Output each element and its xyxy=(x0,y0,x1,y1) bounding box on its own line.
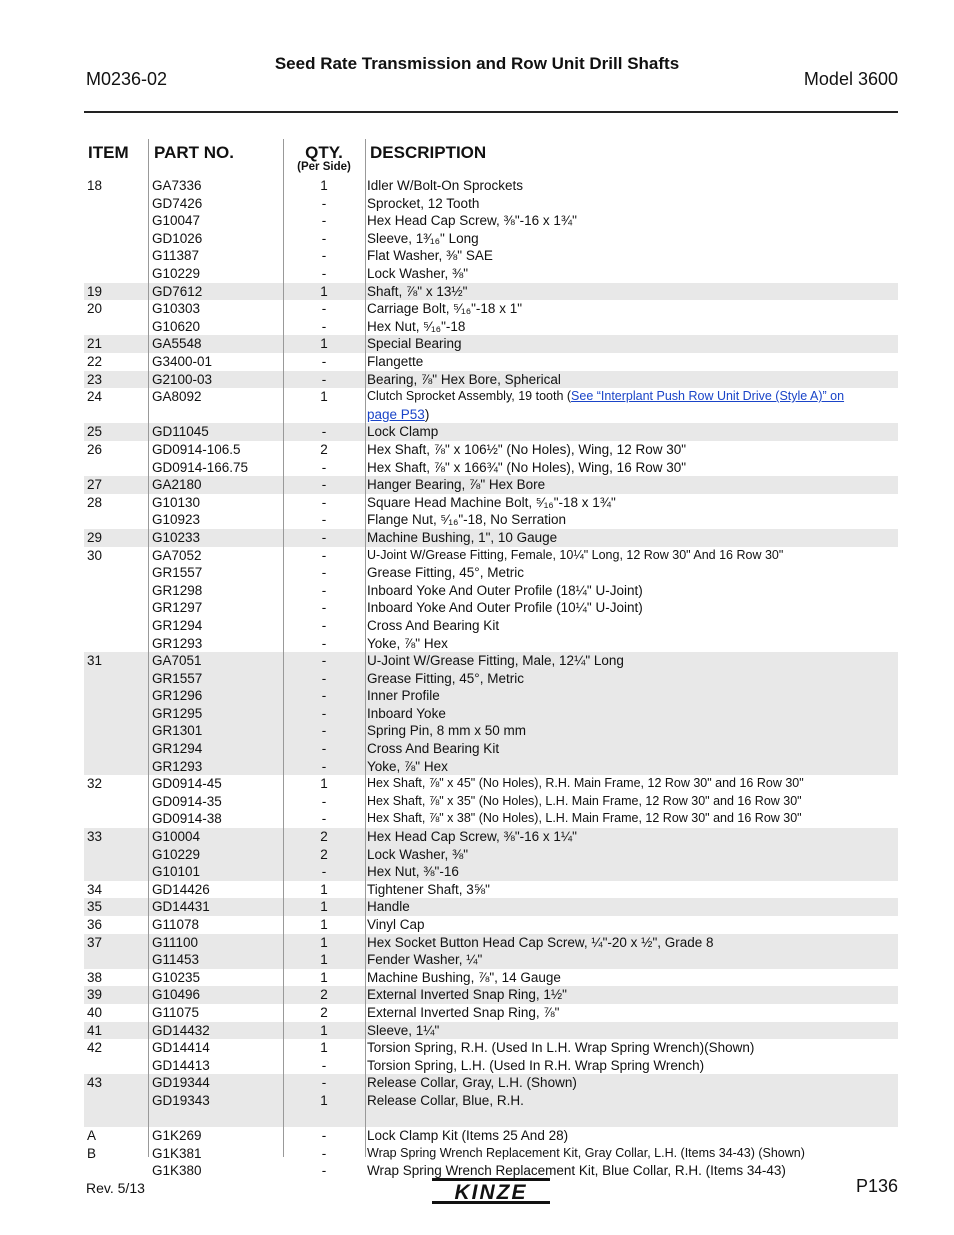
description-text: Handle xyxy=(367,899,410,915)
column-divider xyxy=(365,139,366,1157)
description xyxy=(367,319,465,334)
description-text: Bearing, ⅞" Hex Bore, Spherical xyxy=(367,371,561,387)
part-number: G10303 xyxy=(152,301,201,317)
quantity: - xyxy=(321,248,327,264)
item-number: 37 xyxy=(87,934,103,950)
item-number: 29 xyxy=(87,529,103,545)
quantity: 1 xyxy=(320,917,328,933)
part-number: GD14414 xyxy=(152,1040,210,1056)
description xyxy=(367,952,482,967)
description xyxy=(367,1093,524,1108)
description xyxy=(367,213,577,228)
description-text: Idler W/Bolt-On Sprockets xyxy=(367,178,524,193)
description xyxy=(367,618,499,633)
column-header-description: DESCRIPTION xyxy=(370,143,487,162)
description-tail: ) xyxy=(424,406,430,422)
part-number: GD0914-45 xyxy=(152,776,222,792)
description xyxy=(367,706,446,721)
description xyxy=(367,759,448,774)
header-rule xyxy=(84,111,898,113)
description xyxy=(367,407,429,422)
table-row xyxy=(84,300,898,335)
kinze-logo xyxy=(432,1175,550,1207)
description xyxy=(367,389,844,403)
description xyxy=(367,284,467,299)
quantity: 2 xyxy=(320,1005,328,1021)
description xyxy=(367,424,438,439)
quantity: 1 xyxy=(320,336,328,352)
part-number: G10101 xyxy=(152,864,201,880)
model-name: Model 3600 xyxy=(803,69,898,89)
part-number: G10047 xyxy=(152,213,201,229)
description-text: Tightener Shaft, 3⅝" xyxy=(367,881,490,897)
description-text: Wrap Spring Wrench Replacement Kit, Blue Collar, R.H. (Items 34-43) xyxy=(367,1163,786,1179)
description xyxy=(367,917,425,932)
description-text: Sprocket, 12 Tooth xyxy=(367,195,480,211)
description xyxy=(367,882,490,897)
part-number: GR1298 xyxy=(152,582,203,598)
quantity: 1 xyxy=(320,283,328,299)
description xyxy=(367,460,686,475)
description xyxy=(367,354,423,369)
quantity: - xyxy=(321,670,327,686)
quantity: - xyxy=(321,301,327,317)
quantity: 1 xyxy=(320,776,328,792)
item-number: 27 xyxy=(87,477,103,493)
part-number: GR1295 xyxy=(152,705,203,721)
item-number: 22 xyxy=(87,353,103,369)
quantity: 1 xyxy=(320,1040,328,1056)
description xyxy=(367,600,643,615)
description-text: Torsion Spring, R.H. (Used In L.H. Wrap Spring Wrench)(Shown) xyxy=(367,1040,755,1056)
quantity: 2 xyxy=(320,441,328,457)
part-number: G3400-01 xyxy=(152,353,213,369)
item-number: 25 xyxy=(87,424,103,440)
quantity: - xyxy=(321,758,327,774)
quantity: 2 xyxy=(320,987,328,1003)
description xyxy=(367,1058,704,1073)
description xyxy=(367,794,802,808)
description-text: Hex Shaft, ⅞" x 35" (No Holes), L.H. Main Frame, 12 Row 30" and 16 Row 30" xyxy=(367,793,802,808)
description-text: Flange Nut, ⁵⁄₁₆"-18, No Serration xyxy=(367,512,566,528)
part-number: G1K269 xyxy=(152,1128,202,1144)
page-title: Seed Rate Transmission and Row Unit Drill Shafts xyxy=(274,54,680,73)
quantity: - xyxy=(321,195,327,211)
description xyxy=(367,636,448,651)
description-text: Carriage Bolt, ⁵⁄₁₆"-18 x 1" xyxy=(367,301,522,317)
table-row xyxy=(84,969,898,987)
description xyxy=(367,1163,786,1178)
cross-reference-link[interactable]: See “Interplant Push Row Unit Drive (Style A)” on xyxy=(571,389,845,404)
part-number: GD19344 xyxy=(152,1075,210,1091)
quantity: - xyxy=(321,1128,327,1144)
description xyxy=(367,530,557,545)
quantity: - xyxy=(321,600,327,616)
part-number: GD14432 xyxy=(152,1022,210,1038)
table-row xyxy=(84,1022,898,1040)
description-text: Lock Washer, ⅜" xyxy=(367,266,469,281)
description-text: Spring Pin, 8 mm x 50 mm xyxy=(367,723,527,739)
description-text: Inboard Yoke xyxy=(367,705,446,721)
description-text: Hex Socket Button Head Cap Screw, ¼"-20 x ½", Grade 8 xyxy=(367,934,714,950)
item-number: 40 xyxy=(87,1005,103,1021)
description xyxy=(367,1075,577,1090)
table-row xyxy=(84,423,898,441)
item-number: B xyxy=(87,1145,97,1161)
description xyxy=(367,178,523,193)
description xyxy=(367,653,624,668)
description xyxy=(367,935,714,950)
part-number: GR1294 xyxy=(152,741,203,757)
table-row xyxy=(84,1039,898,1074)
part-number: G11078 xyxy=(152,917,200,933)
description-text: Wrap Spring Wrench Replacement Kit, Gray Collar, L.H. (Items 34-43) (Shown) xyxy=(367,1145,805,1160)
quantity: 1 xyxy=(320,881,328,897)
quantity: 1 xyxy=(320,1022,328,1038)
description-text: Inner Profile xyxy=(367,688,440,704)
description xyxy=(367,266,468,281)
quantity: - xyxy=(321,318,327,334)
column-header-part: PART NO. xyxy=(154,143,234,162)
description-text: Machine Bushing, ⅞", 14 Gauge xyxy=(367,969,561,985)
description xyxy=(367,1023,439,1038)
table-row xyxy=(84,775,898,828)
quantity: 1 xyxy=(320,969,328,985)
quantity: - xyxy=(321,213,327,229)
part-number: GD14413 xyxy=(152,1057,210,1073)
quantity: - xyxy=(321,617,327,633)
description xyxy=(367,970,561,985)
description xyxy=(367,829,577,844)
part-number: G11100 xyxy=(152,934,199,950)
description xyxy=(367,987,567,1002)
description xyxy=(367,495,616,510)
quantity: 1 xyxy=(320,952,328,968)
table-row xyxy=(84,335,898,353)
description-text: Flangette xyxy=(367,353,424,369)
description xyxy=(367,671,524,686)
part-number: GA2180 xyxy=(152,477,202,493)
description-text: Lock Clamp xyxy=(367,424,439,440)
quantity: - xyxy=(321,1163,327,1179)
table-row xyxy=(84,1127,898,1145)
table-row xyxy=(84,441,898,476)
item-number: 35 xyxy=(87,899,103,915)
table-row xyxy=(84,476,898,494)
table-row xyxy=(84,881,898,899)
description-text: Shaft, ⅞" x 13½" xyxy=(367,283,468,299)
description xyxy=(367,336,462,351)
column-header-item: ITEM xyxy=(88,143,129,162)
item-number: 19 xyxy=(87,283,103,299)
item-number: A xyxy=(87,1128,97,1144)
description xyxy=(367,1128,568,1143)
part-number: G10235 xyxy=(152,969,201,985)
description-text: Hex Shaft, ⅞" x 38" (No Holes), L.H. Main Frame, 12 Row 30" and 16 Row 30" xyxy=(367,811,802,826)
part-number: GR1296 xyxy=(152,688,203,704)
description-text: Sleeve, 1¼" xyxy=(367,1022,440,1038)
table-row xyxy=(84,177,898,283)
part-number: GR1294 xyxy=(152,617,203,633)
description xyxy=(367,583,643,598)
quantity: - xyxy=(321,512,327,528)
table-row xyxy=(84,1004,898,1022)
description-text: Fender Washer, ¼" xyxy=(367,952,483,968)
quantity: - xyxy=(321,1145,327,1161)
part-number: G10233 xyxy=(152,529,201,545)
part-number: G1K380 xyxy=(152,1163,202,1179)
item-number: 38 xyxy=(87,969,103,985)
description-text: Hex Nut, ⅜"-16 xyxy=(367,864,459,880)
item-number: 31 xyxy=(87,653,103,669)
part-number: G2100-03 xyxy=(152,371,213,387)
description-text: U-Joint W/Grease Fitting, Female, 10¼" Long, 12 Row 30" And 16 Row 30" xyxy=(367,547,784,562)
part-number: GA7052 xyxy=(152,547,202,563)
item-number: 20 xyxy=(87,301,103,317)
quantity: 1 xyxy=(320,178,328,193)
description-text: Hex Head Cap Screw, ⅜"-16 x 1¾" xyxy=(367,213,577,229)
table-row xyxy=(84,388,898,423)
description-text: Torsion Spring, L.H. (Used In R.H. Wrap Spring Wrench) xyxy=(367,1057,705,1073)
part-number: GD7612 xyxy=(152,283,203,299)
part-number: G11075 xyxy=(152,1005,200,1021)
description-text: Clutch Sprocket Assembly, 19 tooth ( xyxy=(367,389,572,404)
item-number: 24 xyxy=(87,389,103,405)
column-header-qty-sub: (Per Side) xyxy=(297,161,351,173)
description xyxy=(367,723,526,738)
description-text: Machine Bushing, 1", 10 Gauge xyxy=(367,529,558,545)
column-divider xyxy=(148,139,149,1157)
part-number: G10923 xyxy=(152,512,201,528)
part-number: GR1293 xyxy=(152,758,203,774)
table-row xyxy=(84,353,898,371)
table-row xyxy=(84,934,898,969)
table-row xyxy=(84,652,898,775)
quantity: - xyxy=(321,424,327,440)
table-row xyxy=(84,494,898,529)
part-number: G1K381 xyxy=(152,1145,202,1161)
column-divider xyxy=(283,139,284,1157)
part-number: GR1557 xyxy=(152,565,203,581)
part-number: GR1301 xyxy=(152,723,203,739)
part-number: GR1293 xyxy=(152,635,203,651)
description xyxy=(367,741,499,756)
item-number: 30 xyxy=(87,547,103,563)
part-number: G11387 xyxy=(152,248,200,264)
part-number: GR1557 xyxy=(152,670,203,686)
description-text: Cross And Bearing Kit xyxy=(367,741,500,757)
description xyxy=(367,1040,754,1055)
item-number: 33 xyxy=(87,829,103,845)
part-number: GD7426 xyxy=(152,195,203,211)
quantity: - xyxy=(321,266,327,281)
description-text: Hanger Bearing, ⅞" Hex Bore xyxy=(367,477,546,493)
part-number: GD0914-106.5 xyxy=(152,441,241,457)
part-number: GD14431 xyxy=(152,899,210,915)
quantity: - xyxy=(321,653,327,669)
description-text: Vinyl Cap xyxy=(367,917,425,933)
item-number: 18 xyxy=(87,178,103,193)
table-row xyxy=(84,1074,898,1127)
item-number: 23 xyxy=(87,371,103,387)
quantity: 2 xyxy=(320,829,328,845)
table-row xyxy=(84,898,898,916)
description-text: Hex Shaft, ⅞" x 106½" (No Holes), Wing, 12 Row 30" xyxy=(367,441,687,457)
item-number: 32 xyxy=(87,776,103,792)
column-header-qty: QTY. xyxy=(305,143,343,162)
description-text: Special Bearing xyxy=(367,336,462,352)
description-text: Hex Shaft, ⅞" x 45" (No Holes), R.H. Main Frame, 12 Row 30" and 16 Row 30" xyxy=(367,776,804,791)
table-row xyxy=(84,828,898,881)
part-number: G10004 xyxy=(152,829,201,845)
quantity: - xyxy=(321,371,327,387)
item-number: 41 xyxy=(87,1022,103,1038)
item-number: 21 xyxy=(87,336,103,352)
part-number: G10620 xyxy=(152,318,201,334)
item-number: 42 xyxy=(87,1040,103,1056)
description xyxy=(367,442,686,457)
description xyxy=(367,231,479,246)
description-text: Flat Washer, ⅜" SAE xyxy=(367,248,493,264)
part-number: GD11045 xyxy=(152,424,209,440)
part-number: GA5548 xyxy=(152,336,202,352)
description xyxy=(367,776,804,790)
quantity: - xyxy=(321,705,327,721)
description xyxy=(367,1146,805,1160)
description xyxy=(367,899,410,914)
description-text: Lock Clamp Kit (Items 25 And 28) xyxy=(367,1128,569,1144)
description-text: Sleeve, 1³⁄₁₆" Long xyxy=(367,230,479,246)
description xyxy=(367,811,802,825)
description-text: Yoke, ⅞" Hex xyxy=(367,635,448,651)
quantity: 1 xyxy=(320,934,328,950)
quantity: - xyxy=(321,635,327,651)
quantity: - xyxy=(321,353,327,369)
logo-text: KINZE xyxy=(454,1181,528,1204)
quantity: - xyxy=(321,741,327,757)
description-text: External Inverted Snap Ring, ⅞" xyxy=(367,1005,560,1021)
part-number: GD19343 xyxy=(152,1093,210,1108)
revision-label: Rev. 5/13 xyxy=(86,1180,145,1196)
part-number: GA7051 xyxy=(152,653,202,669)
description-text: Lock Washer, ⅜" xyxy=(367,846,469,862)
part-number: GD1026 xyxy=(152,230,203,246)
quantity: - xyxy=(321,723,327,739)
quantity: - xyxy=(321,565,327,581)
description xyxy=(367,1005,559,1020)
description xyxy=(367,372,561,387)
quantity: - xyxy=(321,529,327,545)
part-number: G11453 xyxy=(152,952,200,968)
part-number: G10496 xyxy=(152,987,201,1003)
description xyxy=(367,196,479,211)
quantity: - xyxy=(321,459,327,475)
item-number: 34 xyxy=(87,881,103,897)
quantity: 1 xyxy=(320,389,328,405)
quantity: - xyxy=(321,688,327,704)
description xyxy=(367,301,522,316)
part-number: GD0914-38 xyxy=(152,811,222,827)
quantity: - xyxy=(321,230,327,246)
description-text: External Inverted Snap Ring, 1½" xyxy=(367,987,567,1003)
quantity: - xyxy=(321,547,327,563)
description-text: Grease Fitting, 45°, Metric xyxy=(367,670,524,686)
description-text: Hex Shaft, ⅞" x 166¾" (No Holes), Wing, 16 Row 30" xyxy=(367,459,687,475)
part-number: G10130 xyxy=(152,494,201,510)
description-text: U-Joint W/Grease Fitting, Male, 12¼" Long xyxy=(367,653,624,669)
quantity: 2 xyxy=(320,846,328,862)
table-row xyxy=(84,529,898,547)
item-number: 28 xyxy=(87,494,103,510)
description xyxy=(367,847,468,862)
part-number: GR1297 xyxy=(152,600,203,616)
quantity: 1 xyxy=(320,1093,328,1108)
item-number: 43 xyxy=(87,1075,103,1091)
description-text: Inboard Yoke And Outer Profile (10¼" U-Joint) xyxy=(367,600,643,616)
description xyxy=(367,248,493,263)
description xyxy=(367,565,524,580)
quantity: - xyxy=(321,477,327,493)
document-id: M0236-02 xyxy=(86,69,168,89)
description-text: Hex Nut, ⁵⁄₁₆"-18 xyxy=(367,318,466,334)
table-row xyxy=(84,547,898,653)
item-number: 39 xyxy=(87,987,103,1003)
description xyxy=(367,512,566,527)
part-number: G10229 xyxy=(152,846,201,862)
quantity: - xyxy=(321,1075,327,1091)
table-row xyxy=(84,986,898,1004)
quantity: - xyxy=(321,582,327,598)
part-number: GA8092 xyxy=(152,389,202,405)
description-text: Release Collar, Gray, L.H. (Shown) xyxy=(367,1075,577,1091)
quantity: - xyxy=(321,864,327,880)
part-number: GA7336 xyxy=(152,178,202,193)
quantity: - xyxy=(321,1057,327,1073)
item-number: 36 xyxy=(87,917,103,933)
part-number: G10229 xyxy=(152,266,201,281)
part-number: GD0914-166.75 xyxy=(152,459,249,475)
cross-reference-link[interactable]: page P53 xyxy=(367,406,425,422)
table-row xyxy=(84,371,898,389)
description xyxy=(367,864,459,879)
description-text: Yoke, ⅞" Hex xyxy=(367,758,448,774)
page-number: P136 xyxy=(855,1176,898,1196)
description-text: Grease Fitting, 45°, Metric xyxy=(367,565,524,581)
quantity: - xyxy=(321,793,327,809)
description-text: Hex Head Cap Screw, ⅜"-16 x 1¼" xyxy=(367,829,577,845)
description xyxy=(367,477,545,492)
parts-table xyxy=(84,177,898,1180)
description xyxy=(367,688,440,703)
table-row xyxy=(84,283,898,301)
description-text: Release Collar, Blue, R.H. xyxy=(367,1093,524,1108)
part-number: GD0914-35 xyxy=(152,793,222,809)
item-number: 26 xyxy=(87,441,103,457)
description-text: Inboard Yoke And Outer Profile (18¼" U-Joint) xyxy=(367,582,643,598)
description xyxy=(367,548,783,562)
quantity: - xyxy=(321,811,327,827)
quantity: 1 xyxy=(320,899,328,915)
part-number: GD14426 xyxy=(152,881,210,897)
table-row xyxy=(84,916,898,934)
description-text: Square Head Machine Bolt, ⁵⁄₁₆"-18 x 1¾" xyxy=(367,494,616,510)
description-text: Cross And Bearing Kit xyxy=(367,617,500,633)
quantity: - xyxy=(321,494,327,510)
